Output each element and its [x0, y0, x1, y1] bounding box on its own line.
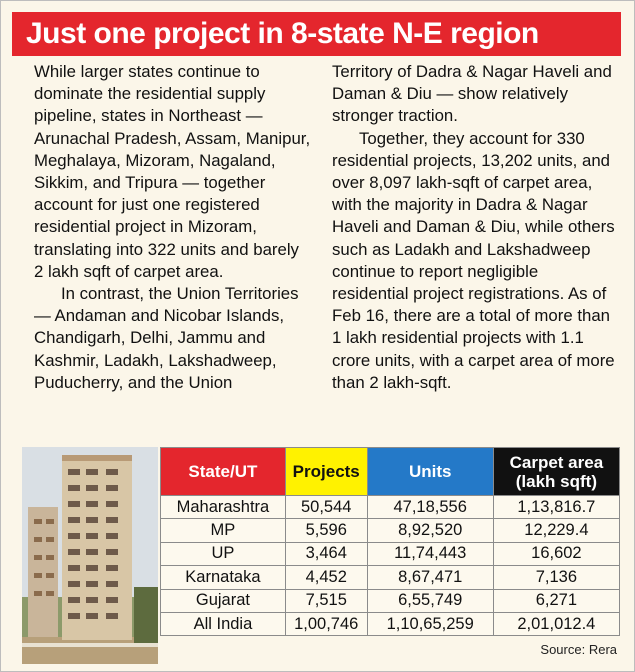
column-header-units: Units	[367, 448, 493, 496]
carpet-area-label: Carpet area	[509, 452, 604, 472]
table-row	[161, 589, 620, 612]
cell-projects: 50,544	[285, 496, 367, 519]
column-header-projects: Projects	[285, 448, 367, 496]
carpet-area-unit: (lakh sqft)	[515, 471, 597, 491]
column-header-state: State/UT	[161, 448, 286, 496]
cell-carpet: 7,136	[493, 566, 619, 589]
table-row	[161, 496, 620, 519]
source-credit: Source: Rera	[540, 642, 617, 657]
cell-units: 6,55,749	[367, 589, 493, 612]
building-illustration	[22, 447, 158, 664]
cell-units: 47,18,556	[367, 496, 493, 519]
headline: Just one project in 8-state N-E region	[12, 12, 621, 56]
paragraph: In contrast, the Union Territories — Andaman and Nicobar Islands, Chandigarh, Delhi, Jammu and Kashmir, Ladakh, Lakshadweep, Puducherry, and the Union	[34, 284, 299, 392]
table-row	[161, 542, 620, 565]
table-header-row	[161, 448, 620, 496]
text-column-right	[332, 61, 619, 394]
cell-units: 1,10,65,259	[367, 612, 493, 635]
cell-units: 11,74,443	[367, 542, 493, 565]
cell-projects: 7,515	[285, 589, 367, 612]
cell-carpet: 2,01,012.4	[493, 612, 619, 635]
cell-state: All India	[161, 612, 286, 635]
text-column-left	[34, 61, 312, 394]
cell-carpet: 16,602	[493, 542, 619, 565]
rera-data-table	[160, 447, 620, 636]
cell-projects: 4,452	[285, 566, 367, 589]
cell-units: 8,92,520	[367, 519, 493, 542]
paragraph: Territory of Dadra & Nagar Haveli and Daman & Diu — show relatively stronger traction.	[332, 62, 612, 126]
cell-projects: 3,464	[285, 542, 367, 565]
cell-projects: 5,596	[285, 519, 367, 542]
cell-carpet: 1,13,816.7	[493, 496, 619, 519]
paragraph: While larger states continue to dominate the residential supply pipeline, states in Northeast — Arunachal Pradesh, Assam, Manipur, Meghalaya, Mizoram, Nagaland, Sikkim, and Tripura — together account for just one registered residential project in Mizoram, translating into 322 units and barely 2 lakh sqft of carpet area.	[34, 62, 311, 281]
table-row	[161, 519, 620, 542]
cell-units: 8,67,471	[367, 566, 493, 589]
cell-state: Karnataka	[161, 566, 286, 589]
cell-projects: 1,00,746	[285, 612, 367, 635]
table-row	[161, 566, 620, 589]
cell-state: Gujarat	[161, 589, 286, 612]
column-header-carpet-area	[493, 448, 619, 496]
table-row	[161, 612, 620, 635]
cell-state: UP	[161, 542, 286, 565]
cell-state: Maharashtra	[161, 496, 286, 519]
cell-carpet: 6,271	[493, 589, 619, 612]
cell-state: MP	[161, 519, 286, 542]
building-photo	[22, 447, 158, 664]
paragraph: Together, they account for 330 residential projects, 13,202 units, and over 8,097 lakh-sqft of carpet area, with the majority in Dadra & Nagar Haveli and Daman & Diu, while others such as Ladakh and Lakshadweep continue to report negligible residential project registrations. As of Feb 16, there are a total of more than 1 lakh residential projects with 1.1 crore units, with a carpet area of more than 2 lakh-sqft.	[332, 128, 615, 392]
cell-carpet: 12,229.4	[493, 519, 619, 542]
